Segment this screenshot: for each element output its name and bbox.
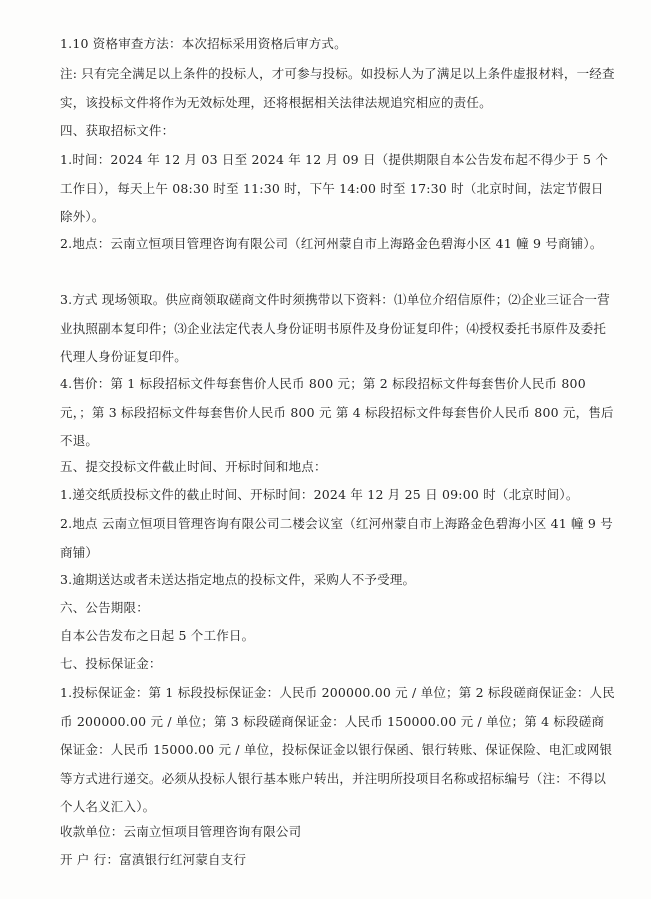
paragraph-deadline: 1.递交纸质投标文件的截止时间、开标时间：2024 年 12 月 25 日 09:00 时（北京时间）。: [60, 487, 579, 502]
paragraph-bid-bond: 1.投标保证金：第 1 标段投标保证金：人民币 200000.00 元 / 单位；第 2 标段磋商保证金：人民币 200000.00 元 / 单位；第 3 标段磋商保证金：人民币 150000.00 元 / 单位；第 4 标段磋商保证金：人民币 15000.00 元 / 单位，投标保证金以银行保函、银行转账、保证保险、电汇或网银等方式进行递交。必须从投标人银行基本账户转出，并注明所投项目名称或招标编号（注：不得以个人名义汇入）。: [60, 685, 615, 814]
paragraph-announcement-period: 自本公告发布之日起 5 个工作日。: [60, 628, 255, 643]
paragraph-qualification-method: 1.10 资格审查方法：本次招标采用资格后审方式。: [60, 36, 347, 51]
paragraph-location: 2.地点：云南立恒项目管理咨询有限公司（红河州蒙自市上海路金色碧海小区 41 幢 9 号商铺）。: [60, 236, 603, 251]
section-heading-4: 四、获取招标文件：: [60, 123, 175, 138]
paragraph-note: 注: 只有完全满足以上条件的投标人，才可参与投标。如投标人为了满足以上条件虚报材料，一经查实，该投标文件将作为无效标处理，还将根据相关法律法规追究相应的责任。: [60, 66, 615, 110]
section-heading-6: 六、公告期限：: [60, 600, 149, 615]
paragraph-time: 1.时间：2024 年 12 月 03 日至 2024 年 12 月 09 日（提供期限自本公告发布起不得少于 5 个工作日），每天上午 08:30 时至 11:30 时，下午 14:00 时至 17:30 时（北京时间，法定节假日除外）。: [60, 152, 609, 224]
section-heading-5: 五、提交投标文件截止时间、开标时间和地点：: [60, 459, 327, 474]
section-heading-7: 七、投标保证金：: [60, 656, 162, 671]
paragraph-bank: 开 户 行：富滇银行红河蒙自支行: [60, 852, 247, 867]
paragraph-price: 4.售价：第 1 标段招标文件每套售价人民币 800 元；第 2 标段招标文件每套售价人民币 800 元，；第 3 标段招标文件每套售价人民币 800 元 第 4 标段招标文件每套售价人民币 800 元，售后不退。: [60, 376, 614, 448]
paragraph-late-submission: 3.逾期送达或者未送达指定地点的投标文件，采购人不予受理。: [60, 572, 416, 587]
paragraph-payee: 收款单位：云南立恒项目管理咨询有限公司: [60, 824, 302, 839]
paragraph-method: 3.方式 现场领取。供应商领取磋商文件时须携带以下资料：⑴单位介绍信原件；⑵企业三证合一营业执照副本复印件；⑶企业法定代表人身份证明书原件及身份证复印件；⑷授权委托书原件及委托代理人身份证复印件。: [60, 292, 610, 364]
paragraph-bid-location: 2.地点 云南立恒项目管理咨询有限公司二楼会议室（红河州蒙自市上海路金色碧海小区 41 幢 9 号商铺）: [60, 516, 613, 560]
